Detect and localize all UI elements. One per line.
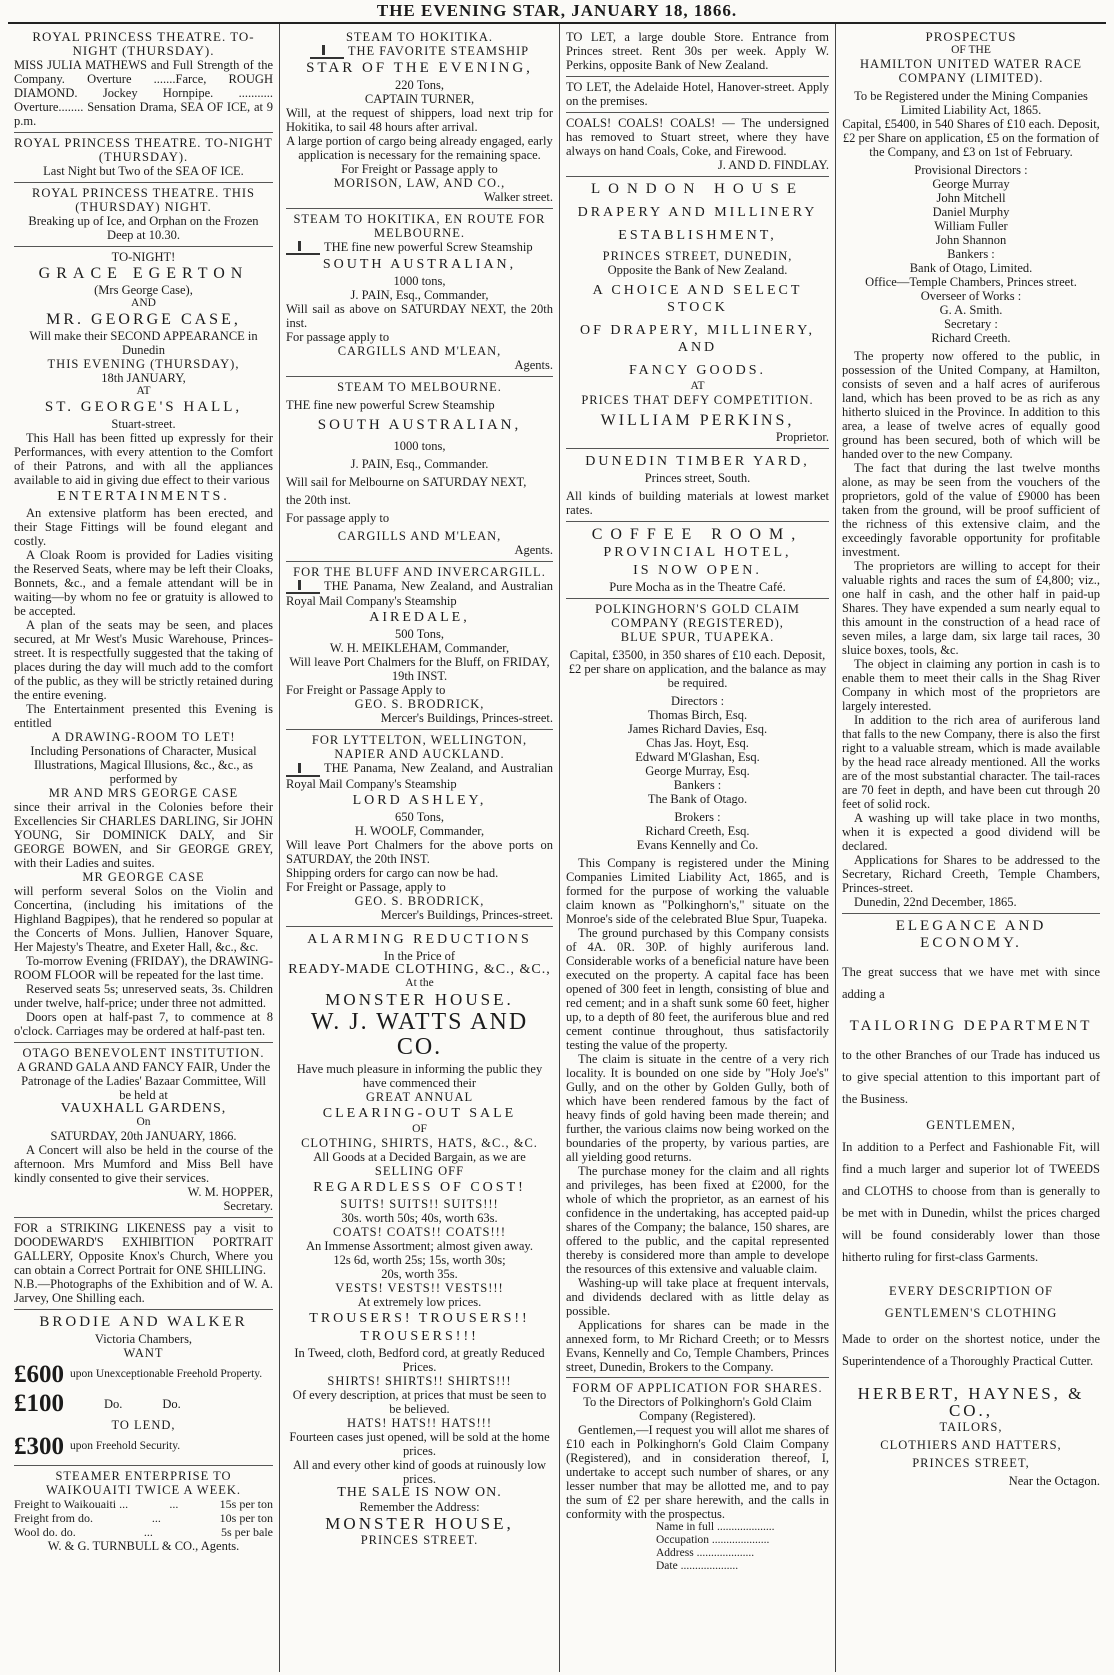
immense: An Immense Assortment; almost given away.	[306, 1238, 533, 1253]
co-label: THE Panama, New Zealand, and Australian Royal Mail Company's Steamship	[286, 579, 553, 609]
body-2: The ground purchased by this Company consists of 4A. 0R. 30P. of highly auriferous land. Considerable works of a beneficial nature have been executed on the property. A capital face has been opened of 300 feet in length, consisting of blue and red cement; and in a shaft sunk some 60 feet, higher up, to a depth of 80 feet, the auriferous blue and red cement continue throughout, thus satisfactorily testing the value of the property.	[566, 926, 829, 1052]
form-field: Name in full ....................	[656, 1521, 775, 1533]
form-fields	[566, 1521, 829, 1573]
saturday: SATURDAY, 20th JANUARY, 1866.	[50, 1129, 237, 1143]
form-field: Address ....................	[656, 1547, 755, 1559]
personations: Including Personations of Character, Musical Illustrations, Magical Illusions, &c., &c., as performed by	[30, 744, 257, 786]
ad-head: FOR THE BLUFF AND INVERCARGILL.	[293, 565, 546, 580]
ad-addr: Mercer's Buildings, Princes-street.	[380, 907, 553, 922]
freight-dots: ...	[169, 1497, 179, 1511]
bankers-heading: Bankers :	[673, 778, 722, 792]
column-4	[836, 24, 1106, 1672]
ad-inst: the 20th inst.	[286, 493, 351, 508]
loan-100-row	[14, 1389, 273, 1418]
ad-brodie-walker	[14, 1310, 273, 1466]
street: Stuart-street.	[111, 417, 176, 431]
director-item: William Fuller	[934, 219, 1008, 233]
form-body: Gentlemen,—I request you will allot me shares of £10 each in Polkinghorn's Gold Claim Company (Registered), and in consideration thereof, I, undertake to accept such number of shares, or any lesser number that may be allotted me, and to pay the sum of £2 per share herewith, and the calls in conformity with the prospectus.	[566, 1423, 829, 1521]
ad-pass: For passage apply to	[286, 330, 390, 345]
ad-pass: For passage apply to	[286, 511, 390, 526]
alarm: ALARMING REDUCTIONS	[307, 931, 532, 947]
director-item: George Murray, Esq.	[645, 764, 750, 778]
money-100: £100	[14, 1390, 64, 1417]
at-the: At the	[405, 976, 434, 989]
fancy: FANCY GOODS.	[628, 363, 767, 378]
let-1: TO LET, a large double Store. Entrance from Princes street. Rent 30s per week. Apply W. Perkins, opposite Bank of New Zealand.	[566, 30, 829, 72]
coffee: COFFEE ROOM,	[591, 526, 804, 543]
princes: PRINCES STREET, DUNEDIN,	[602, 249, 793, 263]
ship-captain: W. H. MEIKLEHAM, Commander,	[329, 641, 510, 656]
entitled: The Entertainment presented this Evening is entitled	[14, 702, 273, 730]
ad-steamer-enterprise	[14, 1466, 273, 1557]
ad-lyttelton	[286, 730, 553, 926]
ad-body: Last Night but Two of the SEA OF ICE.	[43, 164, 244, 178]
watts: W. J. WATTS AND CO.	[310, 1008, 529, 1060]
body-5: Washing-up will take place at frequent intervals, and dividends declared with as little delay as possible.	[566, 1276, 829, 1318]
money-300-text: upon Freehold Security.	[70, 1440, 181, 1452]
princes: PRINCES STREET.	[360, 1532, 479, 1547]
freight-row	[14, 1497, 273, 1511]
brokers-heading: Brokers :	[674, 810, 721, 824]
prospectus: PROSPECTUS	[925, 29, 1017, 44]
directors-list	[566, 708, 829, 778]
ship-icon	[286, 763, 320, 777]
do-1: Do.	[104, 1396, 123, 1411]
ad-agents: Agents.	[514, 543, 553, 558]
mr-case: MR GEORGE CASE	[82, 870, 205, 884]
perkins: WILLIAM PERKINS,	[600, 412, 795, 429]
ad-royal-princess-1	[14, 27, 273, 133]
mr-mrs: MR AND MRS GEORGE CASE	[48, 786, 239, 800]
otago-title: OTAGO BENEVOLENT INSTITUTION.	[22, 1046, 265, 1060]
ad-body: Will, at the request of shippers, load next trip for Hokitika, to sail 48 hours after arrival.	[286, 106, 553, 135]
body-4: The object in claiming any portion in cash is to enable them to meet their calls in the Shag River Company in which most of the proprietors are largely interested.	[842, 657, 1100, 713]
freight-table	[14, 1497, 273, 1539]
freight-price: 5s per bale	[221, 1525, 273, 1539]
ship-tons: 220 Tons,	[395, 78, 444, 93]
elegance: ELEGANCE AND ECONOMY.	[895, 918, 1047, 951]
price-of: In the Price of	[383, 948, 456, 963]
every: Of every description, at prices that must be seen to be believed.	[292, 1387, 547, 1416]
ad-co	[286, 761, 553, 790]
column-1	[8, 24, 280, 1672]
ad-title: ROYAL PRINCESS THEATRE. TO-NIGHT (THURSDAY).	[14, 136, 273, 164]
directors-list	[842, 177, 1100, 247]
of-the: OF THE	[951, 44, 991, 56]
ship-name: STAR OF THE EVENING,	[306, 60, 533, 77]
money-600: £600	[14, 1361, 64, 1388]
dated: Dunedin, 22nd December, 1865.	[854, 895, 1017, 909]
fav-label: THE FAVORITE STEAMSHIP	[347, 44, 530, 58]
ad-co	[286, 579, 553, 608]
solos: will perform several Solos on the Violin and Concertina, (including his imitations of the Highland Bagpipes), that he rendered so popular at the Concerts of Mons. Jullien, Hanover Square, Her Majesty's Theatre, and Exeter Hall, &c., &c.	[14, 884, 273, 954]
ad-agent: CARGILLS AND M'LEAN,	[337, 344, 502, 359]
appearance: Will make their SECOND APPEARANCE in Dunedin	[29, 329, 258, 357]
gentlemen: GENTLEMEN,	[926, 1118, 1016, 1132]
capital: Capital, £5400, in 540 Shares of £10 each. Deposit, £2 per Share on application, £5 on the formation of the Company, and £3 on 1st of February.	[842, 117, 1100, 159]
ship-name: SOUTH AUSTRALIAN,	[322, 257, 517, 273]
herbert: HERBERT, HAYNES, & CO.,	[857, 1384, 1085, 1420]
at-label: AT	[136, 385, 151, 397]
director-item: Thomas Birch, Esq.	[647, 708, 748, 722]
ad-title: ROYAL PRINCESS THEATRE. TO-NIGHT (THURSDAY).	[32, 29, 255, 58]
ad-head: STEAM TO HOKITIKA, EN ROUTE FOR MELBOURNE.	[293, 212, 546, 241]
freight-label: Freight to Waikouaiti ...	[14, 1497, 129, 1511]
secretary: Richard Creeth.	[931, 331, 1011, 345]
near: Near the Octagon.	[1008, 1474, 1100, 1488]
proprietor: Proprietor.	[775, 430, 829, 444]
turnbull: W. & G. TURNBULL & CO., Agents.	[47, 1539, 240, 1553]
director-item: John Mitchell	[936, 191, 1006, 205]
ad-freight: For Freight or Passage apply to	[341, 162, 498, 177]
drapery-2: OF DRAPERY, MILLINERY, AND	[579, 323, 816, 355]
hall: ST. GEORGE'S HALL,	[44, 399, 243, 415]
choice: A CHOICE AND SELECT STOCK	[592, 283, 803, 315]
freight-price: 15s per ton	[219, 1497, 273, 1511]
vests: VESTS! VESTS!! VESTS!!!	[335, 1280, 504, 1295]
loan-600-row	[14, 1360, 273, 1389]
overseer: G. A. Smith.	[939, 303, 1003, 317]
date: 18th JANUARY,	[101, 371, 186, 385]
freight-label: Freight from do.	[14, 1511, 93, 1525]
tonight-label: TO-NIGHT!	[111, 250, 176, 264]
vauxhall: VAUXHALL GARDENS,	[60, 1101, 227, 1116]
sale: THE SALE IS NOW ON.	[337, 1484, 502, 1500]
ad-to-let-hotel	[566, 77, 829, 113]
coats-price-2: 20s, worth 35s.	[381, 1266, 458, 1281]
tailors: TAILORS,	[939, 1420, 1003, 1434]
form-field: Date ....................	[656, 1560, 739, 1572]
director-item: Chas Jas. Hoyt, Esq.	[646, 736, 749, 750]
trousers-1: TROUSERS! TROUSERS!!	[309, 1310, 530, 1326]
ship-name: SOUTH AUSTRALIAN,	[317, 417, 522, 434]
tailoring: TAILORING DEPARTMENT	[849, 1018, 1093, 1034]
mocha: Pure Mocha as in the Theatre Café.	[609, 580, 786, 594]
money-600-text: upon Unexceptionable Freehold Property.	[70, 1368, 263, 1380]
coats-price-1: 12s 6d, worth 25s; 15s, worth 30s;	[333, 1252, 506, 1267]
ad-coffee-room	[566, 522, 829, 599]
ad-steam-hokitika	[286, 27, 553, 209]
ad-head: STEAM TO HOKITIKA.	[345, 30, 494, 44]
at: AT	[690, 380, 705, 392]
remember: Remember the Address:	[359, 1499, 480, 1514]
grace-egerton: GRACE EGERTON	[38, 265, 249, 282]
ad-head: FOR LYTTELTON, WELLINGTON, NAPIER AND AUCKLAND.	[311, 733, 528, 762]
form-field: Occupation ....................	[656, 1534, 770, 1546]
hopper: W. M. HOPPER,	[187, 1185, 273, 1199]
column-3	[560, 24, 836, 1672]
ad-bluff	[286, 562, 553, 730]
steamer-title: STEAMER ENTERPRISE TO WAIKOUAITI TWICE A WEEK.	[45, 1469, 242, 1497]
tomorrow: To-morrow Evening (FRIDAY), the DRAWING-ROOM FLOOR will be repeated for the last time.	[14, 954, 273, 982]
body-5: In addition to the rich area of auriferous land that falls to the new Company, there is also the first right to a valuable stream, which is made available by the head race already mentioned. All the works are of the most substantial character. The tail-races are 70 feet in depth, and have been cut through 20 feet of solid rock.	[842, 713, 1100, 811]
co-label: THE Panama, New Zealand, and Australian Royal Mail Company's Steamship	[286, 761, 553, 791]
timber-street: Princes street, South.	[644, 471, 751, 485]
ad-steam-hokitika-melbourne	[286, 209, 553, 377]
ship-icon	[286, 241, 320, 255]
broker-item: Evans Kennelly and Co.	[636, 838, 759, 852]
ad-agent: GEO. S. BRODRICK,	[354, 893, 485, 908]
body-4: The purchase money for the claim and all rights and privileges, has been fixed at £2000, for the whole of which the proprietor, as an earnest of his confidence in the undertaking, has accepted paid-up shares of the Company; the balance, 150 shares, are offered to the public, and the capital represented thereby is considered more than ample to develope the resources of this extensive and valuable claim.	[566, 1164, 829, 1276]
ad-london-house	[566, 177, 829, 449]
bankers: The Bank of Otago.	[647, 792, 748, 806]
fourteen: Fourteen cases just opened, will be sold at the home prices.	[289, 1429, 550, 1458]
ready-made: READY-MADE CLOTHING, &C., &C.,	[288, 961, 551, 977]
ad-agent: GEO. S. BRODRICK,	[354, 697, 485, 712]
ship-name: AIREDALE,	[369, 610, 470, 626]
pleasure: Have much pleasure in informing the public they have commenced their	[296, 1061, 543, 1090]
coals: COALS! COALS! COALS! — The undersigned has removed to Stuart street, where they have always on hand Coals, Coke, and Firewood.	[566, 116, 829, 158]
drawing-room: A DRAWING-ROOM TO LET!	[51, 730, 236, 744]
concert: A Concert will also be held in the course of the afternoon. Mrs Mumford and Miss Bell have kindly consented to give their services.	[14, 1143, 273, 1185]
low: At extremely low prices.	[357, 1294, 482, 1309]
body-1: The property now offered to the public, in possession of the United Company, at Hamilton, consists of seven and a half acres of auriferous land, which has been proved to be as rich as any hitherto sluiced in the Province. In addition to this area, a lease of twelve acres of equally good ground has been secured, both of which will be handed over to the new Company.	[842, 349, 1100, 461]
estab: ESTABLISHMENT,	[618, 228, 777, 243]
ad-elegance-economy	[842, 914, 1100, 1492]
loan-300-row	[14, 1432, 273, 1461]
great: The great success that we have met with since adding a	[842, 965, 1100, 1001]
ad-addr: Mercer's Buildings, Princes-street.	[380, 711, 553, 726]
perfect: In addition to a Perfect and Fashionable Fit, will find a much larger and superior lot of TWEEDS and CLOTHS to choose from than is generally to be met with in Dunedin, whilst the prices charged will be found considerably lower than those hitherto ruling for first-class Garments.	[842, 1140, 1100, 1264]
director-item: Daniel Murphy	[932, 205, 1010, 219]
clothiers: CLOTHIERS AND HATTERS,	[880, 1438, 1062, 1452]
ad-monster-house	[286, 927, 553, 1551]
ship-tons: 500 Tons,	[395, 627, 444, 642]
ad-polkinghorn	[566, 599, 829, 1577]
clothing: CLOTHING, SHIRTS, HATS, &C., &C.	[301, 1135, 538, 1150]
directors-heading: Directors :	[670, 694, 725, 708]
ad-hamilton-prospectus	[842, 27, 1100, 914]
is-now: IS NOW OPEN.	[633, 563, 762, 578]
coats: COATS! COATS!! COATS!!!	[332, 1224, 506, 1239]
ship-captain: J. PAIN, Esq., Commander.	[350, 457, 489, 472]
entertainments: ENTERTAINMENTS.	[57, 489, 230, 504]
office: Office—Temple Chambers, Princes street.	[865, 275, 1077, 289]
body-1: This Company is registered under the Mining Companies Limited Liability Act, 1865, and is formed for the purpose of working the valuable claim known as "Polkinghorn's," situate on the Monroe's side of the celebrated Blue Spur, Tuapeka.	[566, 856, 829, 926]
ad-otago-benevolent	[14, 1043, 273, 1218]
let-2: TO LET, the Adelaide Hotel, Hanover-street. Apply on the premises.	[566, 80, 829, 108]
ad-addr: Walker street.	[483, 190, 553, 205]
to-lend: TO LEND,	[111, 1418, 176, 1432]
selling: SELLING OFF	[374, 1163, 465, 1178]
polk-title: POLKINGHORN'S GOLD CLAIM COMPANY (REGISTERED),	[595, 602, 800, 630]
broker-item: Richard Creeth, Esq.	[645, 824, 750, 838]
columns	[8, 24, 1106, 1672]
provincial: PROVINCIAL HOTEL,	[603, 545, 792, 560]
gala: A GRAND GALA AND FANCY FAIR, Under the Patronage of the Ladies' Bazaar Committee, Will be held at	[16, 1060, 271, 1102]
brodie: BRODIE AND WALKER	[39, 1314, 248, 1330]
ad-coals	[566, 113, 829, 177]
ad-to-let-store	[566, 27, 829, 77]
ship-tons: 1000 tons,	[393, 439, 446, 454]
director-item: George Murray	[932, 177, 1010, 191]
ad-agent: MORISON, LAW, AND CO.,	[333, 176, 506, 191]
ad-ship: Shipping orders for cargo can now be had.	[286, 865, 499, 880]
ad-body: Will leave Port Chalmers for the Bluff, on FRIDAY, 19th INST.	[289, 655, 550, 684]
ad-body: Will leave Port Chalmers for the above ports on SATURDAY, the 20th INST.	[286, 837, 553, 866]
polk-loc: BLUE SPUR, TUAPEKA.	[620, 630, 775, 644]
hats: HATS! HATS!! HATS!!!	[347, 1415, 492, 1430]
victoria: Victoria Chambers,	[94, 1332, 193, 1346]
reserved: Reserved seats 5s; unreserved seats, 3s. Children under twelve, half-price; under three not admitted.	[14, 982, 273, 1010]
george-case: MR. GEORGE CASE,	[46, 311, 241, 328]
timber-body: All kinds of building materials at lowest market rates.	[566, 489, 829, 517]
money-300: £300	[14, 1433, 64, 1460]
ad-timber-yard	[566, 449, 829, 522]
plan: A plan of the seats may be seen, and places secured, at Mr West's Music Warehouse, Princes-street. It is respectfully suggested that the taking of places during the day will much add to the comfort of the public, as they will be strictly retained during the entire evening.	[14, 618, 273, 702]
ad-egerton-case	[14, 247, 273, 1043]
evening: THIS EVENING (THURSDAY),	[47, 357, 240, 371]
likeness: FOR a STRIKING LIKENESS pay a visit to DOODEWARD'S EXHIBITION PORTRAIT GALLERY, Opposite Knox's Church, Where you can obtain a Correct Portrait for ONE SHILLING.	[14, 1221, 273, 1277]
ad-fine: THE fine new powerful Screw Steamship	[286, 398, 495, 413]
of: OF	[412, 1122, 427, 1135]
ship-tons: 650 Tons,	[395, 809, 444, 824]
director-item: Edward M'Glashan, Esq.	[635, 750, 760, 764]
other: to the other Branches of our Trade has induced us to give special attention to this important part of the Business.	[842, 1048, 1100, 1106]
form-to: To the Directors of Polkinghorn's Gold Claim Company (Registered).	[583, 1395, 812, 1423]
masthead: THE EVENING STAR, JANUARY 18, 1866.	[8, 0, 1106, 24]
great: GREAT ANNUAL	[365, 1089, 474, 1104]
column-2	[280, 24, 560, 1672]
suits: SUITS! SUITS!! SUITS!!!	[340, 1196, 499, 1211]
monster-2: MONSTER HOUSE,	[325, 1513, 514, 1533]
do-2: Do.	[162, 1396, 181, 1411]
freight-dots: ...	[151, 1511, 161, 1525]
doors: Doors open at half-past 7, to commence at 8 o'clock. Carriages may be ordered at half-past ten.	[14, 1010, 273, 1038]
ship-icon	[310, 45, 344, 59]
ship-icon	[286, 580, 320, 594]
ad-freight: For Freight or Passage Apply to	[286, 683, 446, 698]
freight-dots: ...	[143, 1525, 153, 1539]
tweed: In Tweed, cloth, Bedford cord, at greatly Reduced Prices.	[294, 1345, 545, 1374]
body-2: The fact that during the last twelve months alone, as may be seen from the vouchers of the proprietors, gold of the value of £9000 has been taken from the ground, will be proof sufficient of the richness of this extensive claim, and the exceedingly favorable opportunity for profitable investment.	[842, 461, 1100, 559]
regardless: REGARDLESS OF COST!	[313, 1179, 526, 1195]
freight-price: 10s per ton	[219, 1511, 273, 1525]
cloak: A Cloak Room is provided for Ladies visiting the Reserved Seats, where may be left their Cloaks, Bonnets, &c., and a female attendant will be in waiting—by whom no fee or gratuity is allowed to be accepted.	[14, 548, 273, 618]
prov-heading: Provisional Directors :	[914, 163, 1028, 177]
on-label: On	[136, 1116, 151, 1128]
ad-freight: For Freight or Passage, apply to	[286, 879, 446, 894]
freight-row	[14, 1511, 273, 1525]
want: WANT	[123, 1346, 164, 1360]
form-heading: FORM OF APPLICATION FOR SHARES.	[572, 1381, 823, 1395]
fine-label: THE fine new powerful Screw Steamship	[324, 240, 533, 255]
ad-body: Will sail for Melbourne on SATURDAY NEXT,	[286, 475, 527, 490]
body-6: A washing up will take place in two months, when it is expected a good dividend will be declared.	[842, 811, 1100, 853]
suits-price: 30s. worth 50s; 40s, worth 63s.	[341, 1210, 498, 1225]
ad-royal-princess-2	[14, 133, 273, 183]
reg: To be Registered under the Mining Companies Limited Liability Act, 1865.	[854, 89, 1088, 117]
ship-name: LORD ASHLEY,	[352, 792, 487, 808]
secretary-heading: Secretary :	[944, 317, 998, 331]
ad-steam-melbourne	[286, 377, 553, 562]
capital: Capital, £3500, in 350 shares of £10 each. Deposit, £2 per share on application, and the balance as may be required.	[568, 648, 827, 690]
director-item: John Shannon	[935, 233, 1007, 247]
monster: MONSTER HOUSE.	[325, 989, 514, 1009]
ad-body: Breaking up of Ice, and Orphan on the Frozen Deep at 10.30.	[28, 214, 259, 242]
ship-captain: CAPTAIN TURNER,	[364, 92, 475, 107]
goods: All Goods at a Decided Bargain, as we are	[313, 1149, 526, 1164]
ship-captain: J. PAIN, Esq., Commander,	[350, 288, 489, 303]
brokers-list	[566, 824, 829, 852]
trousers-2: TROUSERS!!!	[360, 1328, 479, 1344]
shirts: SHIRTS! SHIRTS!! SHIRTS!!!	[327, 1373, 512, 1388]
secretary: Secretary.	[223, 1199, 273, 1213]
director-item: James Richard Davies, Esq.	[627, 722, 768, 736]
princes: PRINCES STREET,	[912, 1456, 1030, 1470]
nb: N.B.—Photographs of the Exhibition and of W. A. Jarvey, One Shilling each.	[14, 1277, 273, 1305]
ad-cargo: A large portion of cargo being already engaged, early application is necessary for the remaining space.	[286, 134, 553, 163]
ad-body: Will sail as above on SATURDAY NEXT, the 20th inst.	[286, 302, 553, 331]
grace-sub: (Mrs George Case),	[94, 283, 193, 297]
body-3: The proprietors are willing to accept for their valuable rights and races the sum of £4,800; viz., one half in cash, and the other half in paid-up Shares. They have expended a sum nearly equal to this amount in the construction of a head race of seven miles, a large dam, six large tail races, 30 sluice boxes, tools, &c.	[842, 559, 1100, 657]
timber: DUNEDIN TIMBER YARD,	[585, 454, 810, 469]
london: LONDON HOUSE	[590, 181, 805, 197]
drapery: DRAPERY AND MILLINERY	[577, 205, 818, 220]
ad-fine	[286, 240, 553, 255]
every: EVERY DESCRIPTION OF GENTLEMEN'S CLOTHING	[884, 1284, 1058, 1320]
ad-fav	[286, 44, 553, 59]
prices: PRICES THAT DEFY COMPETITION.	[581, 393, 814, 407]
clearing: CLEARING-OUT SALE	[322, 1105, 517, 1121]
freight-label: Wool do. do.	[14, 1525, 76, 1539]
platform: An extensive platform has been erected, and their Stage Fittings will be found elegant and costly.	[14, 506, 273, 548]
ship-tons: 1000 tons,	[393, 274, 446, 289]
ad-royal-princess-3	[14, 183, 273, 247]
freight-row	[14, 1525, 273, 1539]
opposite: Opposite the Bank of New Zealand.	[607, 263, 788, 277]
body-7: Applications for Shares to be addressed to the Secretary, Richard Creeth, Temple Chambers, Princes-street.	[842, 853, 1100, 895]
body-3: The claim is situate in the centre of a very rich locality. It is bounded on one side by "Holy Joe's" Gully, and on the other by Golden Gully, both of which have been rendered famous by the fact of heavy finds of gold having been made therein; and further, the various claims now being worked on the boundaries of the property, by various parties, are all yielding good returns.	[566, 1052, 829, 1164]
overseer-heading: Overseer of Works :	[920, 289, 1022, 303]
ad-agents: Agents.	[514, 358, 553, 373]
ad-agent: CARGILLS AND M'LEAN,	[337, 529, 502, 544]
bankers-heading: Bankers :	[947, 247, 995, 261]
since: since their arrival in the Colonies before their Excellencies Sir CHARLES DARLING, Sir JOHN YOUNG, Sir DOMINICK DALY, and Sir GEORGE BOWEN, and Sir GEORGE GREY, with their Ladies and suites.	[14, 800, 273, 870]
findlay: J. AND D. FINDLAY.	[717, 158, 829, 172]
body-6: Applications for shares can be made in the annexed form, to Mr Richard Creeth; or to Messrs Evans, Kennelly and Co, Temple Chambers, Princes street, Dunedin, Brokers to the Company.	[566, 1318, 829, 1374]
bankers: Bank of Otago, Limited.	[909, 261, 1033, 275]
ad-body: MISS JULIA MATHEWS and Full Strength of the Company. Overture .......Farce, ROUGH DIAMOND. Jockey Hornpipe. ........... Overture........ Sensation Drama, SEA OF ICE, at 9 p.m.	[14, 58, 273, 128]
made: Made to order on the shortest notice, under the Superintendence of a Thoroughly Practical Cutter.	[842, 1332, 1100, 1368]
ship-captain: H. WOOLF, Commander,	[354, 823, 485, 838]
ad-title: ROYAL PRINCESS THEATRE. THIS (THURSDAY) NIGHT.	[32, 186, 255, 214]
hall-body: This Hall has been fitted up expressly for their Performances, with every attention to the Comfort of their Patrons, and with all the appliances available to aid in giving due effect to their various	[14, 431, 273, 487]
ad-head: STEAM TO MELBOURNE.	[337, 380, 502, 395]
hamilton: HAMILTON UNITED WATER RACE COMPANY (LIMITED).	[860, 57, 1082, 85]
and-label: AND	[131, 297, 156, 309]
ad-likeness	[14, 1218, 273, 1310]
all-kind: All and every other kind of goods at ruinously low prices.	[292, 1457, 547, 1486]
